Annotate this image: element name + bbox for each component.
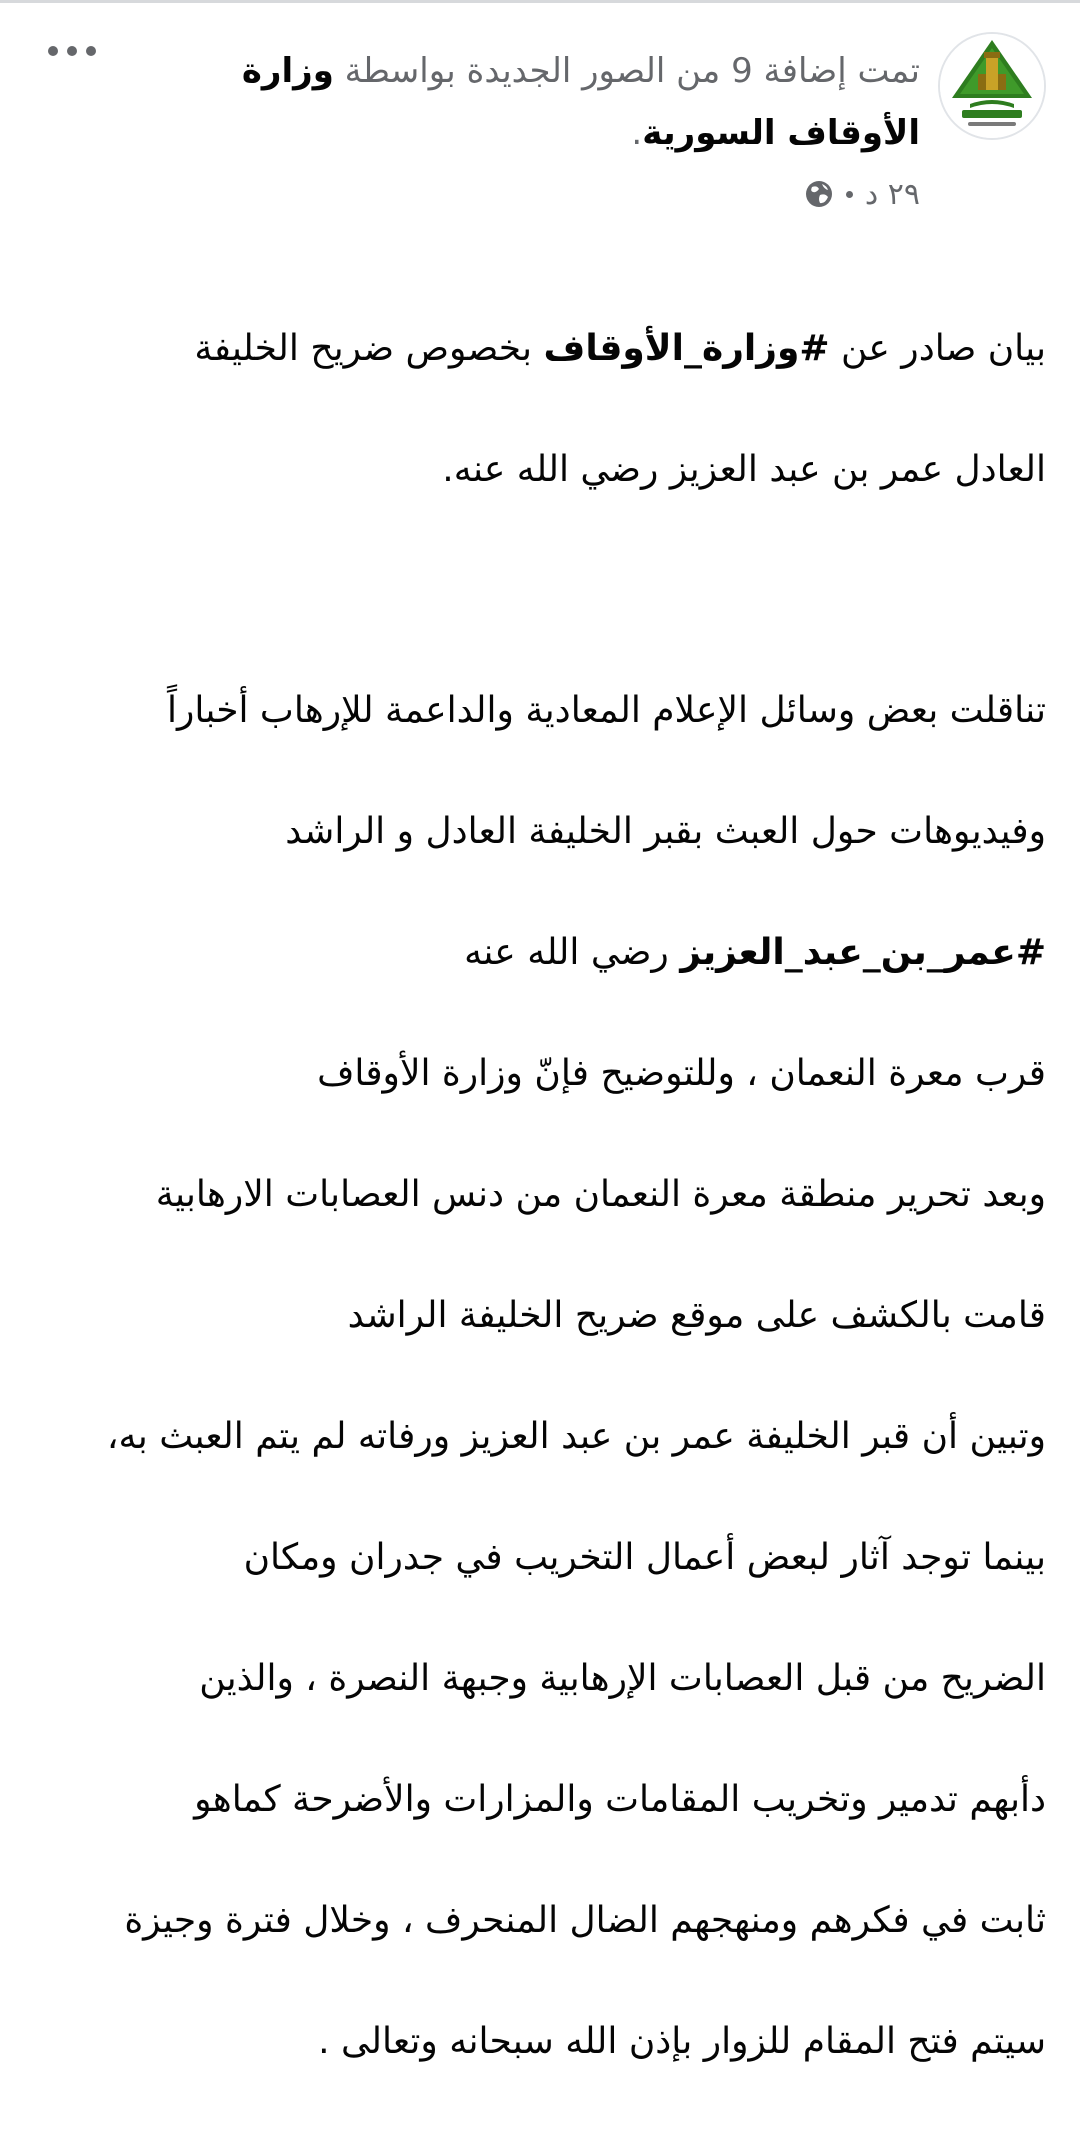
body-line: العادل عمر بن عبد العزيز رضي الله عنه. <box>442 448 1046 490</box>
body-line: تناقلت بعض وسائل الإعلام المعادية والداعمة للإرهاب أخباراً <box>167 690 1046 731</box>
meta-separator-dot <box>846 191 853 198</box>
post-action-text: تمت إضافة 9 من الصور الجديدة بواسطة <box>333 51 920 91</box>
body-line: #عمر_بن_عبد_العزيز رضي الله عنه <box>464 932 1046 973</box>
body-line: وتبين أن قبر الخليفة عمر بن عبد العزيز ورفاته لم يتم العبث به، <box>106 1416 1046 1457</box>
body-line: الضريح من قبل العصابات الإرهابية وجبهة النصرة ، والذين <box>199 1658 1046 1699</box>
page-name-link-continued[interactable]: الأوقاف السورية <box>642 113 920 153</box>
body-line: وفيديوهات حول العبث بقبر الخليفة العادل و الراشد <box>285 811 1046 852</box>
hashtag-omar[interactable]: #عمر_بن_عبد_العزيز <box>680 932 1046 973</box>
body-line: قرب معرة النعمان ، وللتوضيح فإنّ وزارة الأوقاف <box>317 1053 1046 1094</box>
body-line: بيان صادر عن #وزارة_الأوقاف بخصوص ضريح الخليفة <box>194 327 1046 369</box>
body-line: بينما توجد آثار لبعض أعمال التخريب في جدران ومكان <box>243 1537 1046 1578</box>
body-line: سيتم فتح المقام للزوار بإذن الله سبحانه وتعالى . <box>318 2021 1046 2062</box>
body-line: وبعد تحرير منطقة معرة النعمان من دنس العصابات الارهابية <box>155 1174 1046 1215</box>
more-dots-icon <box>86 46 96 56</box>
body-line: ثابت في فكرهم ومنهجهم الضال المنحرف ، وخلال فترة وجيزة <box>124 1900 1046 1941</box>
more-options-button[interactable] <box>48 36 96 66</box>
post-body-text <box>30 258 1046 2133</box>
post-header <box>140 40 920 164</box>
globe-icon[interactable] <box>804 179 834 209</box>
page-avatar[interactable] <box>938 32 1046 140</box>
body-line: دأبهم تدمير وتخريب المقامات والمزارات والأضرحة كماهو <box>194 1779 1046 1820</box>
body-line: قامت بالكشف على موقع ضريح الخليفة الراشد <box>347 1295 1046 1336</box>
ministry-logo-icon <box>940 34 1044 138</box>
post-timestamp[interactable]: ٢٩ د <box>864 176 920 212</box>
page-name-link[interactable]: وزارة <box>241 51 334 91</box>
post-meta <box>804 174 920 214</box>
header-period: . <box>631 113 643 153</box>
hashtag-ministry[interactable]: #وزارة_الأوقاف <box>543 327 830 369</box>
paragraph-gap <box>30 561 1046 621</box>
